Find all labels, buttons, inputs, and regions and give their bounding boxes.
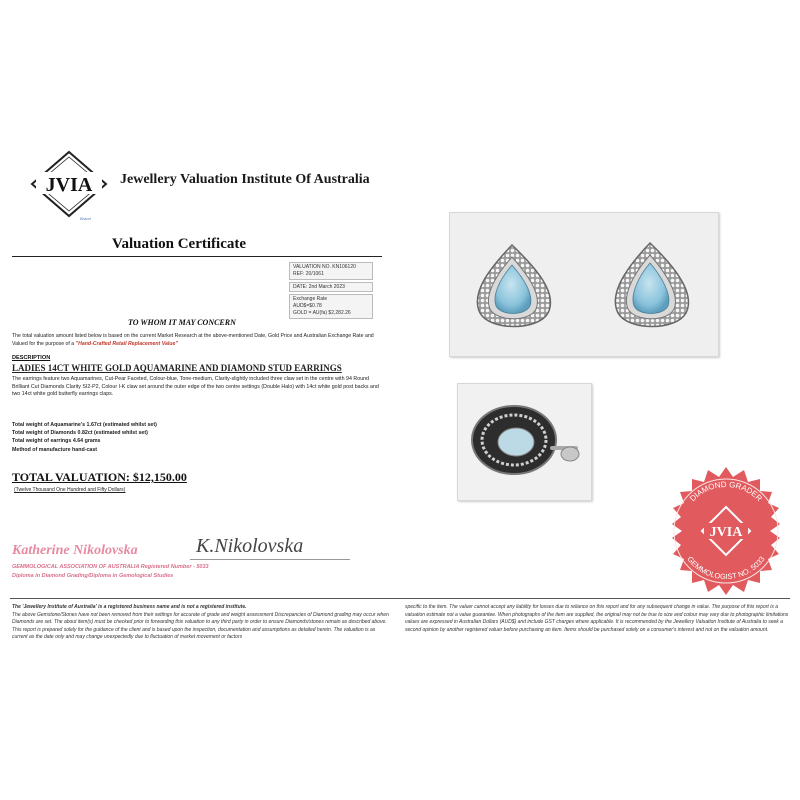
gold-price: GOLD = AU(fa) $2,282.26 [293, 309, 351, 316]
item-title: LADIES 14CT WHITE GOLD AQUAMARINE AND DIAMOND STUD EARRINGS [12, 363, 342, 373]
org-name: Jewellery Valuation Institute Of Australia [120, 172, 370, 187]
valuer-signature: K.Nikolovska [196, 535, 304, 557]
info-cell-ids [289, 262, 373, 280]
salutation: TO WHOM IT MAY CONCERN [128, 318, 236, 327]
disclaimer-left [12, 604, 392, 642]
info-cell-date [289, 282, 373, 293]
earrings-front-image [450, 213, 718, 356]
exchange-label: Exchange Rate [293, 296, 328, 303]
intro-text: The total valuation amount listed below is based on the current Market Research at the above-mentioned Date, Gold Price and Australian Exchange Rate and Valued for the purpose of a [12, 333, 374, 347]
seal-top-text: DIAMOND GRADER [688, 479, 764, 504]
spec-total-weight: Total weight of earrings 4.64 grams [12, 438, 101, 445]
earring-side-image [458, 384, 591, 500]
diploma-text: Diploma in Diamond Grading/Diploma in Gemological Studies [12, 572, 174, 579]
total-valuation-words: (Twelve Thousand One Hundred and Fifty Dollars) [14, 487, 126, 493]
earrings-front-photo [449, 212, 719, 357]
association-registration: GEMMOLOGICAL ASSOCIATION OF AUSTRALIA Registered Number - 5033 [12, 564, 209, 570]
total-valuation: TOTAL VALUATION: $12,150.00 [12, 470, 187, 484]
disclaimer-divider [10, 598, 790, 599]
description-label: DESCRIPTION [12, 355, 51, 361]
exchange-rate: AUD$=$0.78 [293, 303, 322, 309]
intro-paragraph [12, 333, 382, 348]
spec-manufacture-method: Method of manufacture hand-cast [12, 446, 98, 453]
logo-text: JVIA [45, 174, 93, 196]
certificate-title: Valuation Certificate [112, 236, 247, 252]
title-divider [12, 256, 382, 257]
valuer-credentials [12, 563, 209, 581]
info-cell-rates [289, 294, 373, 318]
seal-bottom-text: GEMMOLOGIST NO. 5033 [685, 554, 767, 582]
item-specifications [12, 421, 157, 454]
valuation-purpose: "Hand-Crafted Retail Replacement Value" [75, 340, 178, 347]
valuation-number: VALUATION NO. KN106120 [293, 264, 356, 270]
valuation-info-box [289, 262, 373, 321]
signature-line [190, 559, 350, 560]
spec-aquamarine-weight: Total weight of Aquamarine's 1.67ct (estimated whilst set) [12, 422, 157, 428]
disclaimer-left-text: The above Gemstone/Stones have not been removed from their settings for accurate of grade and weight assessment Discrepancies of Diamond grading may occur when Diamonds are set. The about item(s) must be checked prior to forwarding this valuation to any third party in order to ensure Diamonds/stones remain as described above. This report is prepared solely for the guidance of the client and is based upon the inspection, documentation and assumptions as detailed herein. The valuation is as current as the date only and may change unexpectedly due to fluctuation of market movement or factors [12, 611, 389, 640]
svg-text:Brand: Brand [80, 216, 91, 221]
jvia-logo [30, 150, 108, 222]
seal-logo-text: JVIA [709, 525, 743, 540]
reference-number: REF: 20/1061 [293, 270, 324, 277]
disclaimer-right: specific to the item. The valuer cannot accept any liability for losses due to reliance on this report and for any subsequent change in value. The purpose of this report is a valuation estimate not a value guarantee. When photographs of the item are supplied, the original may not be true to size and colour may vary due to photographic limitations values are expressed in Australian Dollars (AUD$) and include GST charges where applicable. It is recommended by the Jewellery Valuation Institute of Australia to seek a second opinion by another registered valuer before purchasing an item. Items should be purchased solely on a consumer's interest and not on the valuation amount. [405, 604, 789, 633]
disclaimer-heading: The 'Jewellery Institute of Australia' is a registered business name and is not a registered institute. [12, 604, 247, 610]
spec-diamond-weight: Total weight of Diamonds 0.82ct (estimated whilst set) [12, 430, 148, 437]
valuation-date: DATE: 2nd March 2023 [293, 283, 345, 290]
item-description: The earrings feature two Aquamarines, Cut-Pear Faceted, Colour-blue, Tone-medium, Clarity-slightly included three claw set in the centre with 94 Round Brilliant Cut Diamonds Clarity SI2-P2, Colour I-K claw set around the outer edge of the two centre settings (Double Halo) with 14ct white gold post backs and two 14ct white gold butterfly earrings claps. [12, 376, 379, 398]
diamond-grader-seal [660, 465, 792, 597]
earring-side-photo [457, 383, 592, 501]
valuer-name: Katherine Nikolovska [12, 543, 138, 558]
